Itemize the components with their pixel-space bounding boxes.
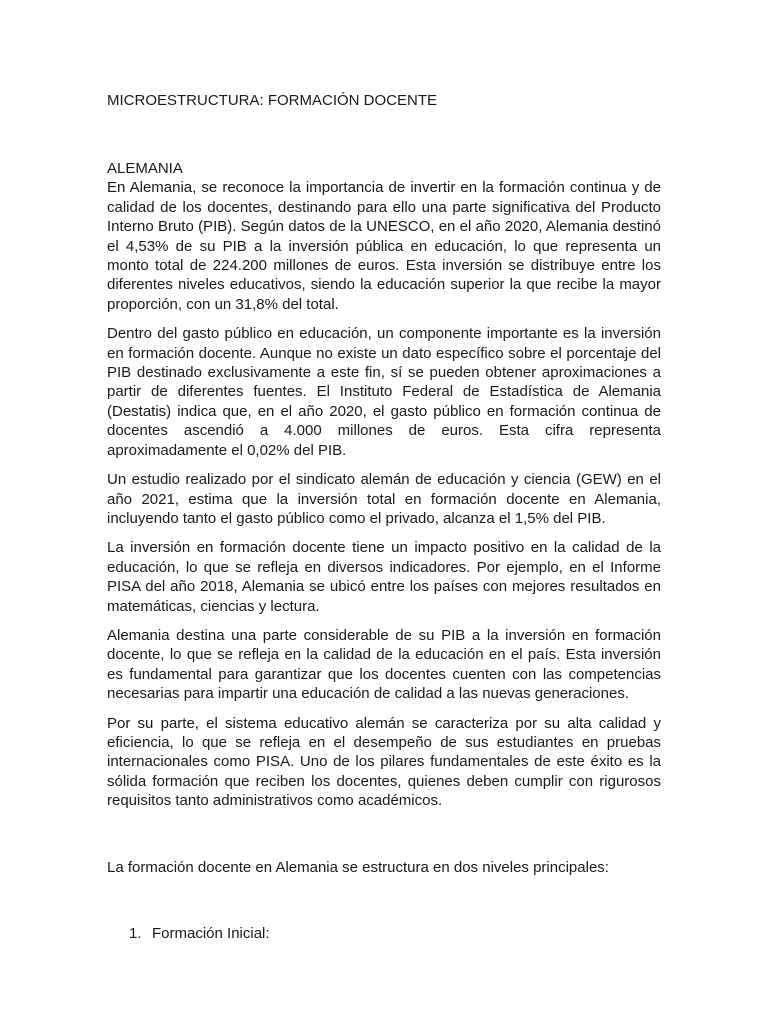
paragraph: Un estudio realizado por el sindicato alemán de educación y ciencia (GEW) en el año 2021, estima que la inversión total en formación docente en Alemania, incluyendo tanto el gasto público como el privado, alcanza el 1,5% del PIB. bbox=[107, 471, 661, 527]
paragraph: La inversión en formación docente tiene un impacto positivo en la calidad de la educación, lo que se refleja en diversos indicadores. Por ejemplo, en el Informe PISA del año 2018, Alemania se ubicó entre los países con mejores resultados en matemáticas, ciencias y lectura. bbox=[107, 539, 661, 615]
list-item bbox=[107, 924, 661, 943]
document-body bbox=[107, 91, 661, 943]
paragraph: En Alemania, se reconoce la importancia de invertir en la formación continua y de calidad de los docentes, destinando para ello una parte significativa del Producto Interno Bruto (PIB). Según datos de la UNESCO, en el año 2020, Alemania destinó el 4,53% de su PIB a la inversión pública en educación, lo que representa un monto total de 224.200 millones de euros. Esta inversión se distribuye entre los diferentes niveles educativos, siendo la educación superior la que recibe la mayor proporción, con un 31,8% del total. bbox=[107, 179, 661, 313]
list-item-number: 1. bbox=[129, 925, 142, 942]
document-title: MICROESTRUCTURA: FORMACIÓN DOCENTE bbox=[107, 92, 437, 109]
section-heading-alemania: ALEMANIA bbox=[107, 160, 183, 177]
list-item-label: Formación Inicial: bbox=[152, 925, 270, 942]
paragraph: Dentro del gasto público en educación, un componente importante es la inversión en formación docente. Aunque no existe un dato específico sobre el porcentaje del PIB destinado exclusivamente a este fin, sí se pueden obtener aproximaciones a partir de diferentes fuentes. El Instituto Federal de Estadística de Alemania (Destatis) indica que, en el año 2020, el gasto público en formación continua de docentes ascendió a 4.000 millones de euros. Esta cifra representa aproximadamente el 0,02% del PIB. bbox=[107, 325, 661, 459]
paragraph: Por su parte, el sistema educativo alemán se caracteriza por su alta calidad y eficiencia, lo que se refleja en el desempeño de sus estudiantes en pruebas internacionales como PISA. Uno de los pilares fundamentales de este éxito es la sólida formación que reciben los docentes, quienes deben cumplir con rigurosos requisitos tanto administrativos como académicos. bbox=[107, 714, 661, 810]
levels-list bbox=[107, 924, 661, 943]
levels-intro: La formación docente en Alemania se estructura en dos niveles principales: bbox=[107, 858, 609, 876]
paragraph: Alemania destina una parte considerable de su PIB a la inversión en formación docente, lo que se refleja en la calidad de la educación en el país. Esta inversión es fundamental para garantizar que los docentes cuenten con las competencias necesarias para impartir una educación de calidad a las nuevas generaciones. bbox=[107, 626, 661, 703]
